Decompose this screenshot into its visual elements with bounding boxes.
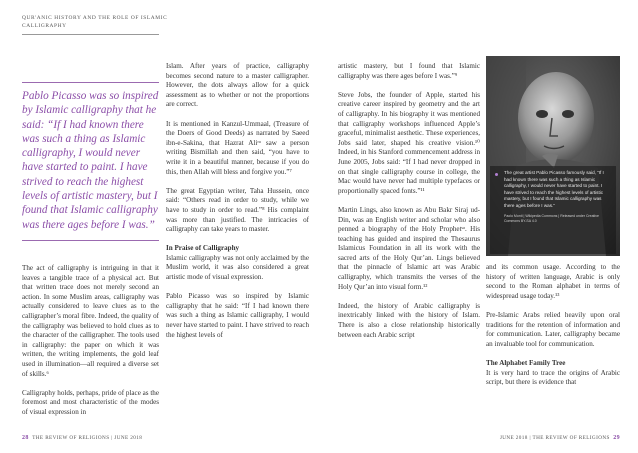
- caption-bullet-icon: [495, 173, 498, 176]
- column-2: [166, 62, 309, 340]
- running-head: QUR'ANIC HISTORY AND THE ROLE OF ISLAMIC CALLIGRAPHY: [22, 15, 168, 29]
- footer-right-text: JUNE 2018 | THE REVIEW OF RELIGIONS: [499, 435, 610, 441]
- pull-quote-text: Pablo Picasso was so inspired by Islamic calligraphy that he said: “If I had known there was such a thing as Islamic calligraphy, I would never have started to paint. I have strived to reach the highest levels of artistic mastery, but I found that Islamic calligraphy was there ages before I was.”: [22, 90, 159, 231]
- column-3: [338, 62, 480, 340]
- subheading-in-praise: In Praise of Calligraphy: [166, 244, 240, 253]
- footer-left-text: THE REVIEW OF RELIGIONS | JUNE 2018: [32, 435, 143, 441]
- page-number-left: 28: [22, 435, 29, 441]
- paragraph: and its common usage. According to the history of written language, Arabic is only second to the Roman alphabet in terms of widespread usage today.¹³: [486, 263, 620, 300]
- paragraph: Steve Jobs, the founder of Apple, started his creative career inspired by geometry and the art of calligraphy. In his biography it was mentioned that calligraphy workshops influenced Apple’s graceful, minimalist aesthetic. These experiences, Jobs said later, shaped his creative vision.¹⁰ Indeed, in his Stanford commencement address in June 2005, Jobs said: “If I had never dropped in on that single calligraphy course in college, the Mac would have never had multiple typefaces or proportionally spaced fonts.”¹¹: [338, 90, 480, 195]
- paragraph: Martin Lings, also known as Abu Bakr Siraj ud-Din, was an English writer and scholar who also penned a biography of the Holy Prophetˢᵃ. His teaching has guided and inspired the Thesaurus Islamicus Foundation in all its work with the sacred arts of the Holy Qur’an. Lings believed that the pinnacle of Islamic art was Arabic calligraphy, which transmits the verses of the Holy Qur’an into visual form.¹²: [338, 205, 480, 291]
- paragraph: Islamic calligraphy was not only acclaimed by the Muslim world, it was also considered a great artistic mode of visual expression.: [166, 253, 309, 282]
- page-number-right: 29: [613, 435, 620, 441]
- paragraph: Pre-Islamic Arabs relied heavily upon oral traditions for the retention of information and for communication. Later, calligraphy became an invaluable tool for communication.: [486, 310, 620, 348]
- paragraph: It is very hard to trace the origins of Arabic script, but there is evidence that: [486, 368, 620, 387]
- column-1: [22, 264, 159, 418]
- pull-quote: [22, 82, 159, 241]
- paragraph: The act of calligraphy is intriguing in that it leaves a tangible trace of a physical act. But that written trace does not merely second an action. In some Muslim areas, calligraphy was actually considered to leave clues as to the calligrapher’s moral fibre. Indeed, the quality of the calligraphy was believed to hold clues as to the character of the calligrapher. The tools used in calligraphy: the paper on which it was written, the writing implements, the gold leaf used in illumination—all required a diverse set of skills.⁶: [22, 264, 159, 378]
- photo-caption: [490, 166, 616, 254]
- paragraph: The great Egyptian writer, Taha Hussein, once said: “Others read in order to study, while we have to study in order to read.”⁸ His complaint was more than justified. The intricacies of calligraphy can take years to master.: [166, 186, 309, 234]
- photo-credit: Paolo Monti | Wikipedia Commons | Released under Creative Commons BY-SA 4.0: [504, 213, 600, 223]
- paragraph: artistic mastery, but I found that Islamic calligraphy was there ages before I was.”⁹: [338, 62, 480, 80]
- photo-caption-text: The great artist Pablo Picasso famously said, “If I had known there was such a thing as Islamic calligraphy, I would never have started to paint. I have strived to reach the highest levels of artistic mastery, but I found that Islamic calligraphy was there ages before I was.”: [504, 170, 604, 208]
- paragraph: Islam. After years of practice, calligraphy becomes second nature to a master calligrapher. However, the dots always allow for a quick assessment as to whether or not the proportions are correct.: [166, 62, 309, 109]
- footer-left: [22, 435, 142, 441]
- paragraph: Pablo Picasso was so inspired by Islamic calligraphy that he said: “If I had known there was such a thing as Islamic calligraphy, I would never have started to paint. I have strived to reach the highest levels of: [166, 292, 309, 339]
- paragraph: Indeed, the history of Arabic calligraphy is inextricably linked with the history of Islam. There is also a close relationship historically between each Arabic script: [338, 301, 480, 339]
- subheading-alphabet-family-tree: The Alphabet Family Tree: [486, 358, 566, 367]
- column-4: [486, 263, 620, 388]
- paragraph: Calligraphy holds, perhaps, pride of place as the foremost and most characteristic of the modes of visual expression in: [22, 388, 159, 416]
- footer-right: [500, 435, 620, 441]
- running-head-rule: [22, 34, 159, 35]
- paragraph: It is mentioned in Kanzul-Ummaal, (Treasure of the Doers of Good Deeds) as narrated by Saeed ibn-e-Sakina, that Hazrat Aliʳᵃ saw a person writing Bismillah and then said, “you have to write it in a beautiful manner, because if you do this, then Allah will bless and forgive you.”⁷: [166, 119, 309, 176]
